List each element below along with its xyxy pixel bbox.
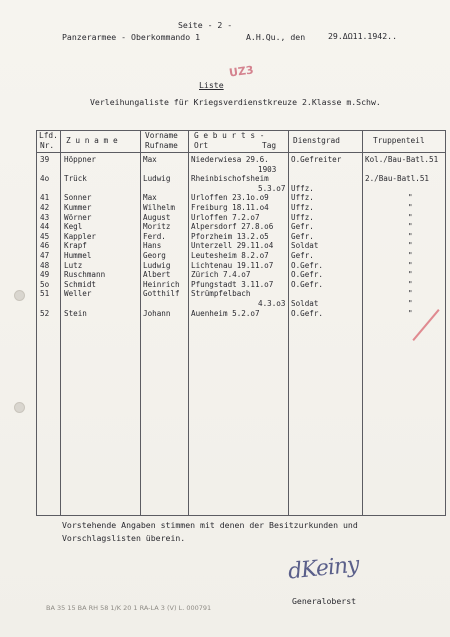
cell-truppe: ": [408, 308, 413, 318]
cell-truppe: ": [408, 270, 413, 280]
cell-nr: 48: [40, 260, 50, 270]
cell-name: Kegl: [64, 222, 83, 232]
header-truppenteil: Truppenteil: [373, 136, 425, 145]
signatory-rank: Generaloberst: [292, 596, 357, 606]
header-geburt-ort: Ort: [194, 141, 209, 150]
cell-truppe: ": [408, 193, 413, 203]
cell-vorname: Ludwig: [143, 174, 171, 184]
cell-truppe: ": [408, 289, 413, 299]
document-title: Liste: [199, 80, 224, 90]
header-vorname-2: Rufname: [145, 141, 178, 150]
cell-name: Krapf: [64, 241, 87, 251]
cell-dienst: O.Gefreiter: [291, 155, 342, 164]
cell-truppe: ": [408, 279, 413, 289]
header-nr-1: Lfd.: [39, 131, 58, 140]
cell-ort: Urloffen 7.2.o7: [191, 212, 260, 222]
cell-nr: 39: [40, 155, 50, 164]
cell-nr: 46: [40, 241, 50, 251]
cell-vorname: Ferd.: [143, 231, 166, 241]
cell-nr: 47: [40, 251, 50, 260]
cell-dienst: O.Gefr.: [291, 279, 324, 289]
cell-tag: 4.3.o3: [258, 299, 286, 308]
cell-truppe: ": [408, 299, 413, 308]
cell-dienst: Uffz.: [291, 203, 314, 212]
cell-dienst: Gefr.: [291, 222, 314, 232]
cell-ort: Strümpfelbach: [191, 289, 251, 299]
cell-nr: 51: [40, 289, 50, 299]
table-row: [36, 289, 446, 299]
cell-ort: Auenheim 5.2.o7: [191, 308, 260, 318]
table-row: [36, 251, 446, 261]
cell-dienst: Soldat: [291, 241, 319, 251]
cell-vorname: Ludwig: [143, 260, 171, 270]
cell-truppe: ": [408, 260, 413, 270]
header-geburt-tag: Tag: [262, 141, 277, 150]
document-subtitle: Verleihungaliste für Kriegsverdienstkreuze 2.Klasse m.Schw.: [90, 97, 381, 107]
cell-truppe: 2./Bau-Batl.51: [365, 174, 430, 184]
cell-ort: Niederwiesa 29.6.: [191, 155, 269, 164]
table-row: [36, 241, 446, 251]
cell-ort: Lichtenau 19.11.o7: [191, 260, 274, 270]
header-dienstgrad: Dienstgrad: [293, 136, 340, 145]
cell-dienst: Uffz.: [291, 193, 314, 203]
punch-hole-bottom: [14, 402, 25, 413]
cell-vorname: Max: [143, 193, 157, 203]
cell-ort: Pfungstadt 3.11.o7: [191, 279, 274, 289]
cell-ort: Pforzheim 13.2.o5: [191, 231, 269, 241]
cell-dienst: O.Gefr.: [291, 270, 324, 280]
cell-nr: 44: [40, 222, 50, 232]
cell-nr: 49: [40, 270, 50, 280]
table-row: [36, 270, 446, 280]
location-label: A.H.Qu., den: [246, 32, 306, 42]
punch-hole-top: [14, 290, 25, 301]
cell-tag: 1903: [258, 164, 277, 174]
award-table: [36, 130, 446, 515]
cell-nr: 45: [40, 231, 50, 241]
cell-dienst: Gefr.: [291, 231, 314, 241]
header-geburt-1: G e b u r t s -: [194, 131, 265, 140]
cell-vorname: Wilhelm: [143, 203, 176, 212]
cell-name: Sonner: [64, 193, 92, 203]
cell-name: Schmidt: [64, 279, 97, 289]
cell-dienst: Uffz.: [291, 183, 314, 193]
archive-pencil-note: BA 35 15 BA RH 58 1/K 20 1 RA-LA 3 (V) L. 000791: [46, 604, 212, 612]
cell-dienst: Uffz.: [291, 212, 314, 222]
cell-name: Höppner: [64, 155, 97, 164]
cell-truppe: ": [408, 203, 413, 212]
page-number: Seite - 2 -: [178, 20, 233, 30]
cell-name: Weller: [64, 289, 92, 299]
table-row: [36, 261, 446, 271]
table-row: [36, 232, 446, 242]
cell-dienst: O.Gefr.: [291, 260, 324, 270]
header-vorname-1: Vorname: [145, 131, 178, 140]
cell-dienst: O.Gefr.: [291, 308, 324, 318]
cell-truppe: ": [408, 212, 413, 222]
cell-name: Lutz: [64, 260, 83, 270]
cell-truppe: ": [408, 231, 413, 241]
cell-truppe: ": [408, 222, 413, 232]
cell-truppe: ": [408, 241, 413, 251]
cell-ort: Unterzell 29.11.o4: [191, 241, 274, 251]
table-row: [36, 309, 446, 319]
cell-ort: Urloffen 23.1o.o9: [191, 193, 269, 203]
cell-ort: Alpersdorf 27.8.o6: [191, 222, 274, 232]
table-row: [36, 222, 446, 232]
cell-truppe: Kol./Bau-Batl.51: [365, 155, 439, 164]
table-row: [36, 280, 446, 290]
cell-vorname: Gotthilf: [143, 289, 180, 299]
cell-nr: 52: [40, 308, 50, 318]
cell-ort: Zürich 7.4.o7: [191, 270, 251, 280]
cell-vorname: Heinrich: [143, 279, 180, 289]
cell-tag: 5.3.o7: [258, 183, 286, 193]
cell-vorname: Hans: [143, 241, 162, 251]
handwritten-signature: dKeiny: [286, 552, 360, 585]
table-row: [36, 193, 446, 203]
cell-vorname: Albert: [143, 270, 171, 280]
cell-ort: Freiburg 18.11.o4: [191, 203, 269, 212]
cell-name: Hummel: [64, 251, 92, 260]
cell-nr: 42: [40, 203, 50, 212]
red-file-mark: UZ3: [228, 63, 255, 80]
cell-vorname: August: [143, 212, 171, 222]
cell-name: Kappler: [64, 231, 97, 241]
certification-line-2: Vorschlagslisten überein.: [62, 533, 186, 543]
cell-name: Wörner: [64, 212, 92, 222]
cell-name: Trück: [64, 174, 87, 184]
cell-ort: Leutesheim 8.2.o7: [191, 251, 269, 260]
table-row: [36, 184, 446, 194]
header-name: Z u n a m e: [66, 136, 118, 145]
cell-vorname: Georg: [143, 251, 166, 260]
document-date: 29.ΔΩ11.1942..: [328, 31, 398, 41]
cell-nr: 43: [40, 212, 50, 222]
cell-nr: 4o: [40, 174, 50, 184]
cell-vorname: Johann: [143, 308, 171, 318]
cell-nr: 41: [40, 193, 50, 203]
table-row: [36, 165, 446, 175]
cell-nr: 5o: [40, 279, 50, 289]
cell-vorname: Max: [143, 155, 157, 164]
cell-vorname: Moritz: [143, 222, 171, 232]
table-row: [36, 213, 446, 223]
certification-line-1: Vorstehende Angaben stimmen mit denen der Besitzurkunden und: [62, 520, 358, 530]
cell-name: Kummer: [64, 203, 92, 212]
table-row: [36, 155, 446, 165]
cell-name: Ruschmann: [64, 270, 106, 280]
cell-truppe: ": [408, 251, 413, 260]
table-row: [36, 174, 446, 184]
cell-ort: Rheinbischofsheim: [191, 174, 269, 184]
cell-dienst: Gefr.: [291, 251, 314, 260]
table-row: [36, 299, 446, 309]
cell-name: Stein: [64, 308, 87, 318]
table-row: [36, 203, 446, 213]
header-nr-2: Nr.: [40, 141, 55, 150]
cell-dienst: Soldat: [291, 299, 319, 308]
command-heading: Panzerarmee - Oberkommando 1: [62, 32, 201, 42]
